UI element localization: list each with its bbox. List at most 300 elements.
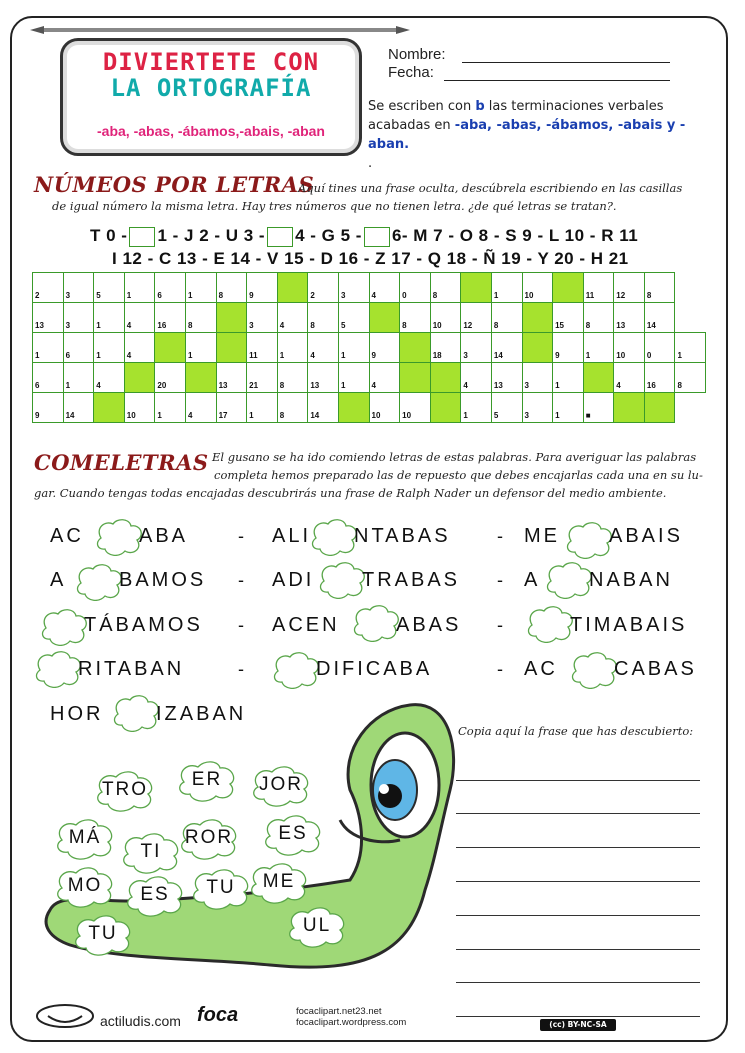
grid-row [33, 303, 706, 333]
grid-cell-number: 4 [616, 381, 621, 390]
copy-line-4[interactable] [456, 880, 700, 882]
grid-cell[interactable] [308, 273, 339, 303]
grid-cell[interactable] [583, 273, 614, 303]
grid-cell[interactable] [33, 393, 64, 423]
grid-cell-number: 1 [65, 381, 71, 390]
letter-piece[interactable] [248, 862, 310, 904]
banner-title-line2: LA ORTOGRAFÍA [110, 74, 312, 102]
grid-cell[interactable] [644, 273, 675, 303]
grid-cell [155, 333, 186, 363]
grid-cell[interactable] [491, 273, 522, 303]
blank-box-4[interactable] [267, 227, 293, 247]
letter-piece-text: ES [140, 884, 170, 905]
blank-box-0[interactable] [129, 227, 155, 247]
grid-cell[interactable] [614, 273, 645, 303]
grid-cell [369, 303, 400, 333]
missing-letters-cloud-icon[interactable] [545, 561, 593, 599]
grid-cell-number: 8 [218, 291, 224, 300]
grid-cell[interactable] [369, 363, 400, 393]
grid-cell-number: 15 [555, 321, 564, 330]
comeletras-instructions-3: gar. Cuando tengas todas encajadas descubrirás una frase de Ralph Nader un defensor del medio ambiente. [34, 486, 667, 500]
missing-letters-cloud-icon[interactable] [34, 650, 82, 688]
word-separator: - [497, 659, 503, 679]
grid-cell-number: 1 [187, 351, 193, 360]
letter-piece[interactable] [94, 770, 156, 812]
grid-cell-number: 3 [524, 381, 529, 390]
letter-piece[interactable] [178, 818, 240, 860]
grid-cell-number: 14 [310, 411, 320, 420]
letter-piece-text: TU [206, 877, 236, 898]
grid-cell[interactable] [277, 303, 308, 333]
grid-cell [583, 363, 614, 393]
grid-cell [522, 333, 553, 363]
license-text: BY-NC-SA [567, 1020, 607, 1029]
grid-cell[interactable] [247, 333, 278, 363]
word-suffix: TRABAS [362, 569, 461, 591]
word-suffix: ABAIS [609, 525, 683, 547]
copy-line-8[interactable] [456, 1015, 700, 1017]
word-prefix: ALI [272, 525, 312, 547]
grid-cell-number: 10 [402, 411, 412, 420]
grid-cell-number: 13 [310, 381, 320, 390]
grid-cell-number: 14 [65, 411, 75, 420]
grid-cell[interactable] [124, 393, 155, 423]
grid-cell-number: 8 [585, 321, 591, 330]
comeletras-instructions-1: El gusano se ha ido comiendo letras de estas palabras. Para averiguar las palabras [212, 450, 697, 464]
grid-cell[interactable] [124, 303, 155, 333]
grid-cell-number: 8 [187, 321, 193, 330]
grid-cell[interactable] [430, 333, 461, 363]
grid-cell[interactable] [553, 303, 584, 333]
grid-cell[interactable] [63, 273, 94, 303]
grid-cell[interactable] [491, 393, 522, 423]
grid-cell-number: 1 [493, 291, 499, 300]
grid-cell[interactable] [63, 303, 94, 333]
grid-cell-number: 4 [279, 321, 285, 330]
name-field[interactable] [462, 48, 670, 63]
footer-url-2[interactable]: focaclipart.wordpress.com [296, 1017, 407, 1028]
grid-cell [430, 393, 461, 423]
blank-box-6[interactable] [364, 227, 390, 247]
grid-cell-number: 8 [279, 381, 285, 390]
grid-cell[interactable] [644, 303, 675, 333]
grid-cell[interactable] [247, 303, 278, 333]
grid-cell[interactable] [491, 333, 522, 363]
letter-piece-text: MÁ [68, 827, 102, 848]
grid-cell-number: 6 [35, 381, 40, 390]
word-separator: - [238, 615, 244, 635]
letter-piece-text: ES [278, 823, 308, 844]
grid-cell-number: 1 [96, 351, 101, 360]
word-prefix: ME [524, 525, 560, 547]
grid-cell-number: 11 [585, 291, 595, 300]
license-badge: (cc) BY-NC-SA [540, 1019, 616, 1031]
missing-letters-cloud-icon[interactable] [352, 604, 400, 642]
grid-cell[interactable] [644, 333, 675, 363]
grid-cell[interactable] [124, 273, 155, 303]
word-suffix: TÁBAMOS [84, 614, 203, 636]
grid-cell-number: 9 [249, 291, 254, 300]
word-prefix: HOR [50, 703, 104, 725]
grid-cell [430, 363, 461, 393]
grid-cell[interactable] [277, 333, 308, 363]
numbers-instructions-1: Aquí tines una frase oculta, descúbrela escribiendo en las casillas [298, 181, 683, 195]
grid-cell[interactable] [522, 393, 553, 423]
missing-letters-cloud-icon[interactable] [310, 518, 358, 556]
grid-cell-number: 9 [371, 351, 376, 360]
word-suffix: BAMOS [119, 569, 207, 591]
grid-cell-number: 6 [65, 351, 71, 360]
letter-piece[interactable] [190, 868, 252, 910]
grid-cell[interactable] [216, 273, 247, 303]
grid-cell-number: 14 [646, 321, 656, 330]
grid-cell[interactable] [63, 363, 94, 393]
word-suffix: ABAS [396, 614, 462, 636]
grid-cell[interactable] [94, 303, 125, 333]
word-prefix: ACEN [272, 614, 340, 636]
grid-cell[interactable] [185, 333, 216, 363]
grid-cell[interactable] [155, 393, 186, 423]
grid-cell[interactable] [400, 273, 431, 303]
letter-piece[interactable] [120, 832, 182, 874]
word-suffix: CABAS [614, 658, 697, 680]
letter-piece[interactable] [72, 914, 134, 956]
grid-cell[interactable] [400, 303, 431, 333]
grid-cell [553, 273, 584, 303]
grid-cell-number: 13 [616, 321, 626, 330]
copy-line-6[interactable] [456, 948, 700, 950]
banner-subtitle: -aba, -abas, -ábamos,-abais, -aban [97, 123, 325, 139]
grid-cell[interactable] [247, 393, 278, 423]
grid-cell-number: 1 [249, 411, 254, 420]
grid-cell[interactable] [216, 393, 247, 423]
copy-line-1[interactable] [456, 779, 700, 781]
letter-piece[interactable] [54, 866, 116, 908]
word-separator: - [497, 526, 503, 546]
grid-cell-number: 10 [524, 291, 534, 300]
grid-cell[interactable] [675, 363, 706, 393]
missing-letters-cloud-icon[interactable] [318, 561, 366, 599]
grid-cell[interactable] [338, 303, 369, 333]
date-field[interactable] [444, 66, 670, 81]
grid-row [33, 363, 706, 393]
grid-cell-number: 1 [157, 411, 162, 420]
code-1c: 4 - G 5 - [295, 226, 362, 245]
grid-cell[interactable] [675, 333, 706, 363]
grid-cell[interactable] [308, 333, 339, 363]
title-banner [60, 38, 362, 156]
grid-cell [522, 303, 553, 333]
grid-cell[interactable] [461, 393, 492, 423]
word-prefix: ADI [272, 569, 315, 591]
grid-cell-number: 4 [371, 381, 376, 390]
copy-line-3[interactable] [456, 846, 700, 848]
grid-cell[interactable] [247, 363, 278, 393]
grid-cell[interactable] [430, 273, 461, 303]
grid-cell[interactable] [308, 303, 339, 333]
grid-cell-number: 10 [371, 411, 381, 420]
rule-text [368, 97, 698, 173]
word-suffix: NABAN [589, 569, 673, 591]
grid-cell-number: 10 [616, 351, 626, 360]
letter-piece[interactable] [262, 814, 324, 856]
grid-cell-number: 21 [249, 381, 259, 390]
grid-cell-number: 2 [35, 291, 40, 300]
grid-cell[interactable] [369, 393, 400, 423]
grid-cell-number: 16 [157, 321, 167, 330]
grid-cell-number: 13 [218, 381, 228, 390]
grid-cell [185, 363, 216, 393]
grid-cell-number: 4 [463, 381, 468, 390]
grid-cell[interactable] [553, 363, 584, 393]
word-suffix: NTABAS [354, 525, 451, 547]
letter-grid [32, 272, 706, 423]
word-suffix: TIMABAIS [570, 614, 688, 636]
grid-cell-number: 4 [371, 291, 376, 300]
letter-piece[interactable] [124, 875, 186, 917]
missing-letters-cloud-icon[interactable] [570, 651, 618, 689]
word-prefix: AC [524, 658, 558, 680]
grid-cell[interactable] [277, 393, 308, 423]
date-label: Fecha: [388, 64, 434, 81]
grid-cell[interactable] [614, 333, 645, 363]
grid-cell [216, 303, 247, 333]
grid-cell-number: 18 [432, 351, 442, 360]
grid-cell[interactable] [63, 333, 94, 363]
grid-cell[interactable] [33, 333, 64, 363]
grid-cell[interactable] [400, 393, 431, 423]
grid-cell-number: 3 [65, 321, 71, 330]
letter-piece-text: UL [302, 915, 332, 936]
word-prefix: AC [50, 525, 84, 547]
grid-cell[interactable] [308, 393, 339, 423]
footer-url-1[interactable]: focaclipart.net23.net [296, 1006, 382, 1017]
grid-cell-number: 1 [340, 351, 346, 360]
copy-line-5[interactable] [456, 914, 700, 916]
grid-row [33, 273, 706, 303]
missing-letters-cloud-icon[interactable] [75, 563, 123, 601]
grid-cell-number: 6 [157, 291, 162, 300]
grid-cell-number: 9 [35, 411, 40, 420]
footer-site[interactable]: actiludis.com [100, 1013, 181, 1029]
grid-cell[interactable] [491, 303, 522, 333]
grid-cell-number: 11 [249, 351, 258, 360]
grid-cell[interactable] [461, 333, 492, 363]
code-1b: 1 - J 2 - U 3 - [157, 226, 266, 245]
grid-cell[interactable] [308, 363, 339, 393]
grid-cell[interactable] [369, 273, 400, 303]
missing-letters-cloud-icon[interactable] [95, 518, 143, 556]
missing-letters-cloud-icon[interactable] [526, 605, 574, 643]
grid-cell[interactable] [553, 393, 584, 423]
grid-cell[interactable] [185, 273, 216, 303]
grid-cell[interactable] [94, 333, 125, 363]
banner-title [63, 49, 359, 101]
grid-cell[interactable] [216, 363, 247, 393]
grid-cell[interactable] [522, 273, 553, 303]
grid-cell-number: 20 [157, 381, 167, 390]
grid-cell[interactable] [33, 363, 64, 393]
letter-piece-text: ROR [184, 827, 234, 848]
grid-cell[interactable] [461, 303, 492, 333]
grid-cell-number: 4 [310, 351, 315, 360]
letter-piece[interactable] [250, 765, 312, 807]
grid-cell[interactable] [614, 363, 645, 393]
word-separator: - [497, 570, 503, 590]
grid-cell[interactable] [583, 333, 614, 363]
name-label: Nombre: [388, 46, 446, 63]
grid-cell [400, 363, 431, 393]
grid-cell-number: 4 [96, 381, 101, 390]
grid-cell [277, 273, 308, 303]
grid-cell-number: 12 [463, 321, 473, 330]
grid-cell[interactable] [277, 363, 308, 393]
grid-cell-number: 1 [555, 381, 560, 390]
word-separator: - [497, 615, 503, 635]
grid-cell-number: 9 [555, 351, 560, 360]
word-separator: - [238, 659, 244, 679]
grid-cell-number: 0 [646, 351, 652, 360]
grid-cell-number: 1 [187, 291, 193, 300]
grid-cell[interactable] [33, 273, 64, 303]
letter-piece[interactable] [54, 818, 116, 860]
grid-cell[interactable] [247, 273, 278, 303]
grid-cell-number: 8 [677, 381, 682, 390]
grid-cell [461, 273, 492, 303]
letter-piece[interactable] [176, 760, 238, 802]
grid-cell [94, 393, 125, 423]
grid-cell-number: 1 [279, 351, 285, 360]
grid-cell[interactable] [94, 273, 125, 303]
grid-cell[interactable] [155, 303, 186, 333]
grid-cell [400, 333, 431, 363]
grid-cell-number: 5 [340, 321, 346, 330]
grid-cell[interactable] [155, 273, 186, 303]
grid-cell-number: 10 [126, 411, 136, 420]
letter-piece-text: TU [88, 923, 118, 944]
rule-middle: las terminaciones verbales acabadas en [368, 99, 664, 133]
letter-piece-text: TRO [101, 779, 149, 800]
grid-cell-number: 0 [402, 291, 407, 300]
grid-cell-number: 1 [585, 351, 591, 360]
grid-cell[interactable] [124, 333, 155, 363]
actiludis-logo-icon [34, 1002, 96, 1032]
grid-cell-number: 14 [493, 351, 503, 360]
grid-cell-number: 4 [126, 351, 132, 360]
code-1a: T 0 - [90, 226, 128, 245]
grid-cell-number: 13 [35, 321, 44, 330]
grid-row [33, 393, 706, 423]
banner-rod [30, 24, 410, 36]
grid-cell[interactable] [94, 363, 125, 393]
grid-cell-number: 8 [402, 321, 407, 330]
word-separator: - [238, 570, 244, 590]
letter-piece-text: ER [191, 769, 223, 790]
grid-cell-number: 8 [279, 411, 285, 420]
grid-cell[interactable] [33, 303, 64, 333]
grid-cell[interactable] [369, 333, 400, 363]
grid-cell [614, 393, 645, 423]
grid-cell-number: 8 [432, 291, 438, 300]
grid-cell[interactable] [430, 303, 461, 333]
missing-letters-cloud-icon[interactable] [40, 608, 88, 646]
grid-cell[interactable] [155, 363, 186, 393]
grid-cell-number: ■ [585, 411, 591, 420]
grid-cell[interactable] [185, 303, 216, 333]
missing-letters-cloud-icon[interactable] [272, 651, 320, 689]
grid-cell-number: 1 [463, 411, 468, 420]
grid-cell-number: 4 [126, 321, 132, 330]
grid-row [33, 333, 706, 363]
word-suffix: RITABAN [78, 658, 185, 680]
letter-piece[interactable] [286, 906, 348, 948]
rule-before: Se escriben con [368, 99, 476, 114]
grid-cell-number: 8 [310, 321, 315, 330]
grid-cell [644, 393, 675, 423]
grid-cell[interactable] [338, 333, 369, 363]
copy-line-2[interactable] [456, 812, 700, 814]
grid-cell-number: 3 [340, 291, 346, 300]
grid-cell-number: 1 [555, 411, 560, 420]
grid-cell[interactable] [522, 363, 553, 393]
missing-letters-cloud-icon[interactable] [565, 521, 613, 559]
letter-piece-text: TI [140, 841, 162, 862]
comeletras-instructions-2: completa hemos preparado las de repuesto que debes encajarlas cada una en su lu- [214, 468, 703, 482]
grid-cell[interactable] [614, 303, 645, 333]
word-suffix: DIFICABA [316, 658, 433, 680]
grid-cell-number: 1 [340, 381, 346, 390]
comeletras-title: COMELETRAS [34, 450, 209, 475]
rule-endings: -aba, -abas, -ábamos, -abais y -aban. [368, 118, 686, 152]
grid-cell-number: 8 [646, 291, 652, 300]
grid-cell[interactable] [185, 393, 216, 423]
word-prefix: A [50, 569, 67, 591]
grid-cell-number: 2 [310, 291, 315, 300]
letter-piece-text: ME [262, 871, 296, 892]
word-suffix: IZABAN [156, 703, 247, 725]
grid-cell[interactable] [583, 393, 614, 423]
grid-cell-number: 1 [126, 291, 132, 300]
grid-cell[interactable] [63, 393, 94, 423]
numbers-section-title: NÚMEOS POR LETRAS [34, 172, 315, 197]
grid-cell-number: 5 [96, 291, 101, 300]
grid-cell[interactable] [491, 363, 522, 393]
grid-cell [216, 333, 247, 363]
copy-label: Copia aquí la frase que has descubierto: [458, 724, 694, 738]
grid-cell[interactable] [338, 273, 369, 303]
grid-cell-number: 17 [218, 411, 228, 420]
grid-cell-number: 12 [616, 291, 626, 300]
grid-cell[interactable] [583, 303, 614, 333]
numbers-instructions-2: de igual número la misma letra. Hay tres números que no tienen letra. ¿de qué letras se tratan?. [52, 199, 617, 213]
rule-letter: b [475, 99, 485, 114]
foca-brand: foca [197, 1004, 239, 1026]
grid-cell [338, 393, 369, 423]
rule-dot: . [368, 156, 373, 171]
grid-cell[interactable] [338, 363, 369, 393]
word-separator: - [238, 526, 244, 546]
grid-cell[interactable] [553, 333, 584, 363]
footer-urls [296, 1006, 406, 1028]
copy-line-7[interactable] [456, 981, 700, 983]
grid-cell[interactable] [644, 363, 675, 393]
grid-cell[interactable] [461, 363, 492, 393]
grid-cell-number: 16 [646, 381, 656, 390]
grid-cell-number: 5 [493, 411, 499, 420]
letter-piece-text: MO [67, 875, 103, 896]
grid-cell [124, 363, 155, 393]
letter-piece-text: JOR [259, 774, 303, 795]
